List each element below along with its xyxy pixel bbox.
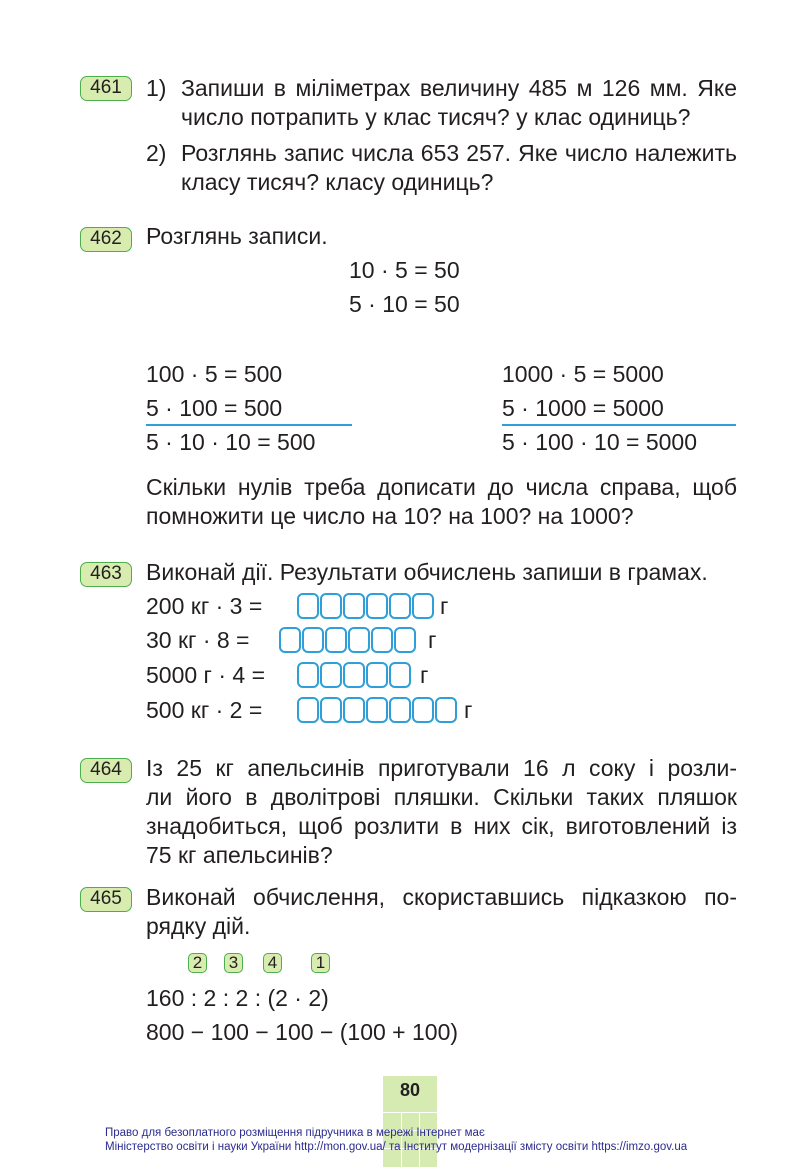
task-expression: 500 кг · 2 = bbox=[146, 697, 263, 723]
equation: 5 · 10 · 10 = 500 bbox=[146, 429, 316, 455]
answer-cells[interactable] bbox=[279, 627, 417, 653]
exercise-text-line: Із 25 кг апельсинів приготували 16 л соку і розли- bbox=[146, 755, 737, 781]
item-marker: 1) bbox=[146, 75, 167, 101]
exercise-text-line: Скільки нулів треба дописати до числа справа, щоб bbox=[146, 474, 737, 500]
exercise-text-line: Запиши в міліметрах величину 485 м 126 мм. Яке bbox=[181, 75, 737, 101]
expression: 800 − 100 − 100 − (100 + 100) bbox=[146, 1019, 459, 1045]
answer-cell[interactable] bbox=[302, 627, 324, 653]
exercise-text-line: рядку дій. bbox=[146, 913, 251, 939]
answer-cells[interactable] bbox=[297, 662, 412, 688]
exercise-number-badge: 462 bbox=[80, 227, 132, 252]
order-step-badge: 1 bbox=[311, 953, 330, 973]
exercise-number-badge: 465 bbox=[80, 887, 132, 912]
item-marker: 2) bbox=[146, 140, 167, 166]
answer-cell[interactable] bbox=[343, 593, 365, 619]
answer-cell[interactable] bbox=[366, 662, 388, 688]
equation: 5 · 10 = 50 bbox=[349, 291, 460, 317]
exercise-number-badge: 463 bbox=[80, 562, 132, 587]
answer-cell[interactable] bbox=[297, 662, 319, 688]
equation: 5 · 1000 = 5000 bbox=[502, 395, 664, 421]
answer-cell[interactable] bbox=[325, 627, 347, 653]
exercise-text-line: помножити це число на 10? на 100? на 1000? bbox=[146, 503, 634, 529]
answer-cell[interactable] bbox=[366, 697, 388, 723]
answer-cell[interactable] bbox=[412, 593, 434, 619]
exercise-text-line: число потрапить у клас тисяч? у клас одиниць? bbox=[181, 104, 691, 130]
order-step-badge: 4 bbox=[263, 953, 282, 973]
answer-cell[interactable] bbox=[348, 627, 370, 653]
exercise-text-line: Розглянь запис числа 653 257. Яке число належить bbox=[181, 140, 737, 166]
exercise-text-line: 75 кг апельсинів? bbox=[146, 842, 333, 868]
task-expression: 30 кг · 8 = bbox=[146, 627, 250, 653]
answer-cell[interactable] bbox=[297, 593, 319, 619]
answer-cell[interactable] bbox=[279, 627, 301, 653]
answer-cell[interactable] bbox=[320, 662, 342, 688]
answer-cell[interactable] bbox=[435, 697, 457, 723]
answer-cell[interactable] bbox=[371, 627, 393, 653]
task-expression: 5000 г · 4 = bbox=[146, 662, 265, 688]
exercise-intro: Розглянь записи. bbox=[146, 223, 328, 249]
answer-cell[interactable] bbox=[343, 697, 365, 723]
exercise-number-badge: 464 bbox=[80, 758, 132, 783]
exercise-text-line: Виконай обчислення, скориставшись підказкою по- bbox=[146, 884, 737, 910]
equation: 1000 · 5 = 5000 bbox=[502, 361, 664, 387]
answer-cell[interactable] bbox=[389, 593, 411, 619]
unit-label: г bbox=[420, 662, 429, 688]
equation: 10 · 5 = 50 bbox=[349, 257, 460, 283]
order-step-badge: 3 bbox=[224, 953, 243, 973]
answer-cell[interactable] bbox=[343, 662, 365, 688]
unit-label: г bbox=[464, 697, 473, 723]
answer-cell[interactable] bbox=[389, 662, 411, 688]
answer-cell[interactable] bbox=[412, 697, 434, 723]
exercise-text-line: ли його в дволітрові пляшки. Скільки таких пляшок bbox=[146, 784, 737, 810]
unit-label: г bbox=[440, 593, 449, 619]
footer-line: Міністерство освіти і науки України http://mon.gov.ua/ та Інститут модернізації змісту освіти https://imzo.gov.ua bbox=[105, 1141, 688, 1153]
answer-cell[interactable] bbox=[297, 697, 319, 723]
footer-line: Право для безоплатного розміщення підручника в мережі Інтернет має bbox=[105, 1127, 485, 1139]
answer-cell[interactable] bbox=[394, 627, 416, 653]
exercise-intro: Виконай дії. Результати обчислень запиши в грамах. bbox=[146, 559, 708, 585]
unit-label: г bbox=[428, 627, 437, 653]
answer-cells[interactable] bbox=[297, 697, 458, 723]
answer-cell[interactable] bbox=[320, 697, 342, 723]
answer-cell[interactable] bbox=[366, 593, 388, 619]
order-step-badge: 2 bbox=[188, 953, 207, 973]
equation: 100 · 5 = 500 bbox=[146, 361, 283, 387]
equation: 5 · 100 · 10 = 5000 bbox=[502, 429, 698, 455]
page-number: 80 bbox=[399, 1080, 421, 1100]
expression: 160 : 2 : 2 : (2 · 2) bbox=[146, 985, 329, 1011]
answer-cell[interactable] bbox=[320, 593, 342, 619]
equation: 5 · 100 = 500 bbox=[146, 395, 283, 421]
task-expression: 200 кг · 3 = bbox=[146, 593, 263, 619]
answer-cells[interactable] bbox=[297, 593, 435, 619]
exercise-number-badge: 461 bbox=[80, 76, 132, 101]
exercise-text-line: класу тисяч? класу одиниць? bbox=[181, 169, 494, 195]
answer-cell[interactable] bbox=[389, 697, 411, 723]
exercise-text-line: знадобиться, щоб розлити в них сік, виготовлений із bbox=[146, 813, 737, 839]
